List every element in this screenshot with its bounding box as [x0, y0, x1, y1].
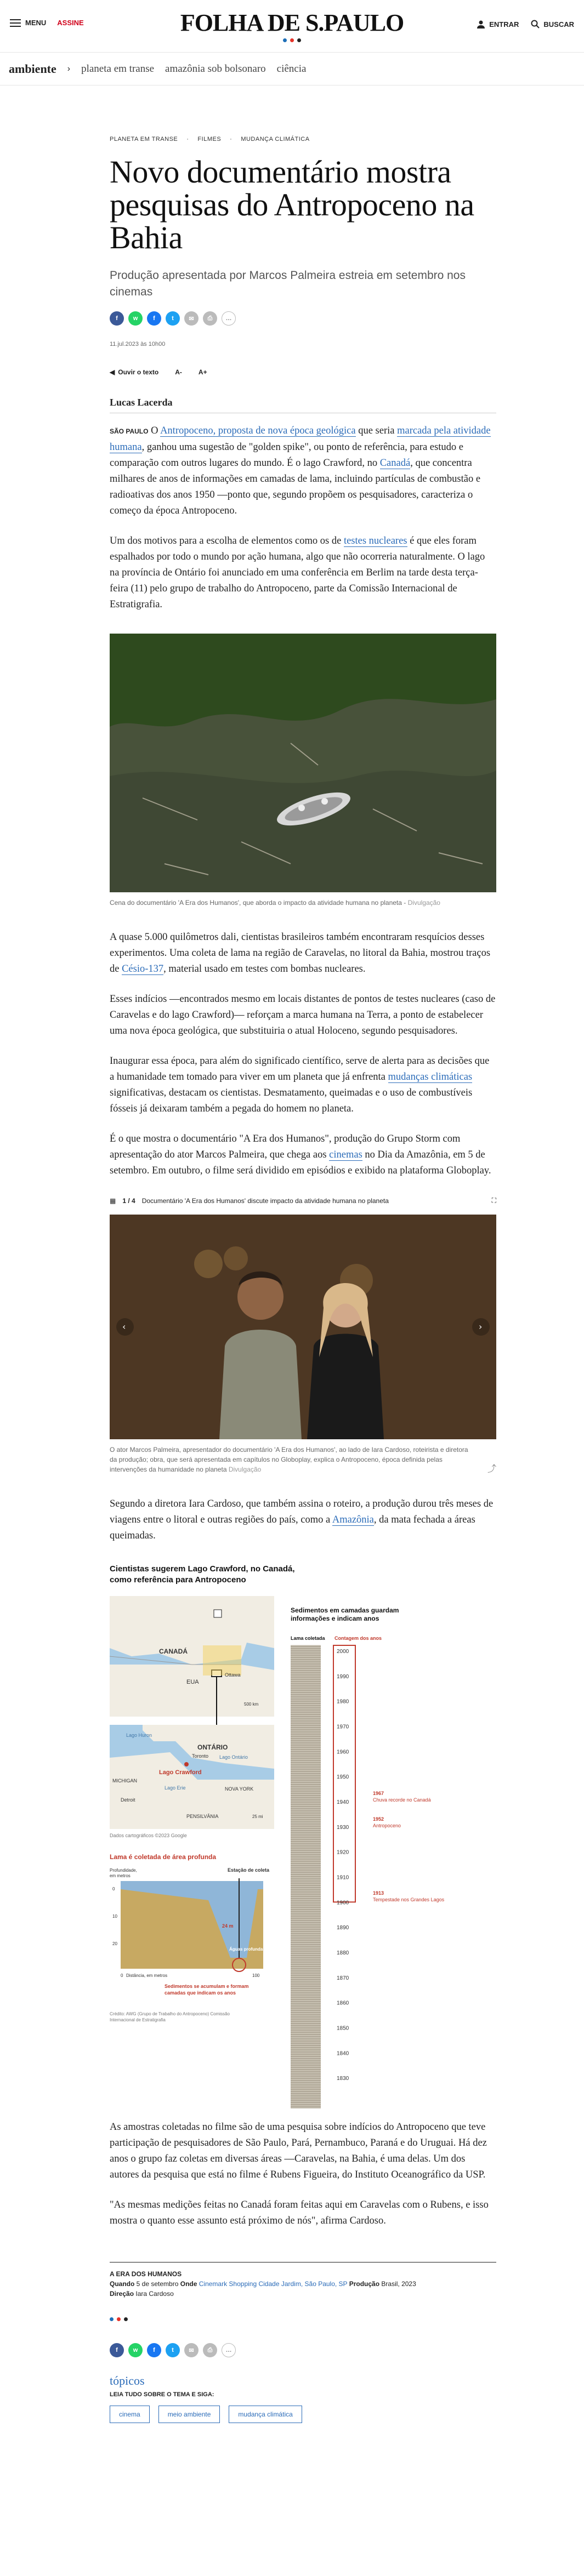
event-1913: 1913 [373, 1890, 384, 1896]
map-label-toronto: Toronto [192, 1753, 209, 1759]
year-label: 1850 [337, 2025, 349, 2032]
map-label-ontario: ONTÁRIO [197, 1743, 228, 1751]
facebook-messenger-icon[interactable]: f [147, 311, 161, 326]
sediment-title-2: informações e indicam anos [291, 1615, 379, 1622]
label: Produção [349, 2280, 380, 2288]
reading-tools [110, 368, 496, 376]
font-increase-button[interactable]: A+ [198, 368, 207, 376]
nav-link-amazonia[interactable]: amazônia sob bolsonaro [165, 62, 266, 75]
more-icon[interactable]: … [222, 2343, 236, 2357]
photo-caption [110, 898, 496, 908]
year-label: 1990 [337, 1673, 349, 1680]
link-amazonia[interactable]: Amazônia [332, 1514, 374, 1525]
text: Um dos motivos para a escolha de elementos como os de [110, 535, 342, 546]
map-label-canada: CANADÁ [159, 1648, 188, 1655]
year-label: 1890 [337, 1925, 349, 1931]
film-info-row [110, 2279, 496, 2289]
chevron-right-icon: › [67, 64, 71, 73]
profile-title: Lama é coletada de área profunda [110, 1853, 217, 1861]
event-1913-text: Tempestade nos Grandes Lagos [373, 1897, 445, 1902]
login-label: ENTRAR [489, 20, 519, 29]
label: Onde [180, 2280, 197, 2288]
section-title[interactable]: ambiente [9, 61, 56, 76]
year-label: 1950 [337, 1774, 349, 1781]
map-label-detroit: Detroit [121, 1797, 135, 1803]
top-bar [0, 0, 584, 53]
photo-credit: Divulgação [228, 1466, 262, 1473]
kicker-item[interactable]: MUDANÇA CLIMÁTICA [241, 136, 310, 143]
gallery-count: 1 / 4 [122, 1196, 135, 1205]
year-label: 2000 [337, 1649, 349, 1655]
paragraph: As amostras coletadas no filme são de uma pesquisa sobre indícios do Antropoceno que teve participação de pesquisadores de São Paulo, Pará, Pernambuco, Paraná e do Uruguai. Há dez anos o grupo faz coletas em diversas áreas —Caravelas, na Bahia, é uma delas. Um dos autores da pesquisa que está no filme é Rubens Figueira, do Instituto Oceanográfico da USP. [110, 2122, 487, 2180]
film-info-row [110, 2289, 496, 2299]
subtitle: Produção apresentada por Marcos Palmeira estreia em setembro nos cinemas [110, 269, 466, 298]
search-icon [531, 20, 540, 29]
profile-station-label: Estação de coleta [228, 1867, 270, 1873]
map-label-lake-crawford: Lago Crawford [159, 1769, 202, 1776]
value: Brasil, 2023 [381, 2280, 416, 2288]
year-label: 1960 [337, 1749, 349, 1756]
speaker-icon: ◀ [110, 368, 115, 376]
twitter-icon[interactable]: t [166, 2343, 180, 2357]
link-antropoceno[interactable]: Antropoceno, proposta de nova época geológica [160, 425, 356, 436]
year-label: 1980 [337, 1699, 349, 1705]
infographic [110, 1560, 496, 2114]
event-1952-text: Antropoceno [373, 1823, 401, 1828]
link-atividade-humana[interactable]: marcada pela atividade humana [110, 425, 491, 453]
gallery-title: Documentário 'A Era dos Humanos' discute impacto da atividade humana no planeta [141, 1196, 389, 1205]
topic-tags [110, 2406, 496, 2423]
more-icon[interactable]: … [222, 311, 236, 326]
map-label-eua: EUA [186, 1679, 199, 1685]
map-label-ny: NOVA YORK [225, 1786, 254, 1792]
year-label: 1840 [337, 2050, 349, 2057]
share-icon[interactable]: ⤴ [487, 1464, 496, 1474]
twitter-icon[interactable]: t [166, 311, 180, 326]
map-scale: 500 km [244, 1702, 259, 1707]
fullscreen-icon[interactable]: ⛶ [491, 1196, 496, 1204]
core-label: Lama coletada [291, 1635, 325, 1641]
logo-dots [0, 38, 584, 42]
text: , material usado em testes com bombas nucleares. [163, 964, 366, 974]
text: no Dia da Amazônia, em 5 de setembro. Em outubro, o filme será dividido em episódios e exibido na plataforma Globoplay. [110, 1149, 491, 1176]
profile-depth-label: Profundidade, [110, 1868, 137, 1873]
listen-label: Ouvir o texto [118, 368, 159, 376]
end-dots [110, 2317, 496, 2321]
infographic-credit-1: Crédito: AWG (Grupo de Trabalho do Antropoceno) Comissão [110, 2011, 230, 2016]
grid-icon[interactable]: ▦ [110, 1196, 116, 1205]
sediment-note-2: camadas que indicam os anos [165, 1990, 236, 1996]
film-info-heading: A ERA DOS HUMANOS [110, 2270, 182, 2278]
print-icon[interactable]: ⎙ [203, 2343, 217, 2357]
year-label: 1830 [337, 2076, 349, 2082]
whatsapp-icon[interactable]: w [128, 311, 143, 326]
search-button[interactable] [531, 20, 574, 29]
gallery-header [110, 1196, 496, 1205]
map-label-erie: Lago Erie [165, 1785, 186, 1791]
infographic-credit-2: Internacional de Estratigrafia [110, 2018, 166, 2022]
year-label: 1860 [337, 2000, 349, 2007]
x-tick: 0 [121, 1973, 123, 1978]
kicker: PLANETA EM TRANSE · FILMES · MUDANÇA CLIMÁTICA [110, 136, 310, 143]
subscribe-link[interactable]: ASSINE [57, 19, 84, 27]
paragraph [110, 930, 496, 977]
x-axis-label: Distância, em metros [126, 1973, 168, 1978]
facebook-icon[interactable]: f [110, 311, 124, 326]
year-label: 1920 [337, 1849, 349, 1856]
core-years [333, 1645, 355, 2082]
photo-river-image [110, 634, 496, 892]
map-label-penn: PENSILVÂNIA [186, 1814, 219, 1819]
whatsapp-icon[interactable]: w [128, 2343, 143, 2357]
year-label: 1900 [337, 1900, 349, 1906]
text: O [151, 425, 158, 436]
core-stripes [291, 1645, 321, 2108]
gallery-photo[interactable] [110, 1215, 496, 1439]
nav-link-ciencia[interactable]: ciência [276, 62, 307, 75]
share-bar-bottom [110, 2343, 496, 2357]
profile-depth-value: 24 m [222, 1923, 234, 1929]
photo-caption [110, 1445, 496, 1474]
photo-credit: Divulgação [407, 899, 440, 907]
text: Inaugurar essa época, para além do significado científico, serve de alerta para as decisões que a humanidade tem tomado para viver em um planeta que já enfrenta [110, 1056, 490, 1082]
link-canada[interactable]: Canadá [379, 458, 411, 469]
user-icon [477, 20, 485, 29]
year-count-band [333, 1645, 355, 1902]
login-button[interactable] [477, 20, 519, 29]
text: A quase 5.000 quilômetros dali, cientistas brasileiros também encontraram resquícios desses experimentos. Uma coleta de lama na região de Caravelas, no litoral da Bahia, mostrou traços de [110, 932, 491, 974]
tag-cinema[interactable]: cinema [110, 2406, 150, 2423]
search-label: BUSCAR [543, 20, 574, 29]
sediment-title-1: Sedimentos em camadas guardam [291, 1606, 399, 1614]
paragraph [110, 1131, 496, 1179]
map-label-huron: Lago Huron [126, 1732, 152, 1738]
event-1967-text: Chuva recorde no Canadá [373, 1797, 431, 1803]
event-1967: 1967 [373, 1791, 384, 1796]
section-nav [0, 53, 584, 86]
sediment-note-1: Sedimentos se acumulam e formam [165, 1984, 249, 1989]
font-decrease-button[interactable]: A- [175, 368, 182, 376]
paragraph: Esses indícios —encontrados mesmo em locais distantes de pontos de testes nucleares (caso de Caravelas e do lago Crawford)— reforçam a marca humana na Terra, a ponto de estabelecer uma nova época geológica, que substituiria o atual Holoceno, segundo pesquisadores. [110, 994, 496, 1036]
year-label: 1880 [337, 1950, 349, 1956]
map-scale-2: 25 mi [252, 1814, 263, 1819]
text: que seria [358, 425, 395, 436]
profile-depth-label2: em metros [110, 1873, 131, 1878]
map-label-ontario-lake: Lago Ontário [219, 1754, 248, 1760]
text: , que concentra milhares de anos de informações em camadas de lama, incluindo partículas de combustão e radioativas dos anos 1950 —ponto que, segundo propõem os pesquisadores, caracteriza o começo da época Antropoceno. [110, 458, 481, 516]
kicker-item[interactable]: PLANETA EM TRANSE [110, 136, 178, 143]
headline: Novo documentário mostra pesquisas do Antropoceno na Bahia [110, 154, 474, 255]
sediment-core [291, 1645, 321, 2108]
article [110, 136, 496, 2423]
y-tick: 10 [112, 1914, 117, 1919]
caption-text: O ator Marcos Palmeira, apresentador do documentário 'A Era dos Humanos', ao lado de Iara Cardoso, roteirista e diretora da produção; obra, que será apresentada em capítulos no Globoplay, explica o Antropoceno, época definida pelas intervenções da humanidade no planeta [110, 1446, 468, 1473]
topics-title: tópicos [110, 2374, 145, 2387]
year-label: 1870 [337, 1975, 349, 1981]
map-label-ottawa: Ottawa [225, 1672, 241, 1678]
paragraph [110, 1053, 496, 1117]
count-label: Contagem dos anos [334, 1635, 382, 1641]
y-tick: 0 [112, 1887, 115, 1891]
text: , ganhou uma sugestão de "golden spike", ou ponto de referência, para estudo e comparação com outros lugares do mundo. É o lago Crawford, no [110, 442, 463, 469]
facebook-messenger-icon[interactable]: f [147, 2343, 161, 2357]
link-cesio[interactable]: Césio-137 [122, 964, 164, 974]
tag-mudanca-climatica[interactable]: mudança climática [229, 2406, 302, 2423]
paragraph: "As mesmas medições feitas no Canadá foram feitas aqui em Caravelas com o Rubens, e isso mostra o quanto esse assunto está próximo de nós", afirma Cardoso. [110, 2199, 489, 2226]
caption-text-block [110, 1445, 477, 1474]
print-icon[interactable]: ⎙ [203, 311, 217, 326]
dateline: SÃO PAULO [110, 428, 149, 435]
author-name[interactable]: Lucas Lacerda [110, 397, 173, 408]
y-tick: 20 [112, 1941, 117, 1946]
infographic-title-line2: como referência para Antropoceno [110, 1575, 246, 1585]
profile-water-label: Águas profundas [229, 1947, 265, 1952]
text: É o que mostra o documentário "A Era dos Humanos", produção do Grupo Storm com apresentação do ator Marcos Palmeira, que chega aos [110, 1133, 461, 1160]
text: , da mata fechada a áreas queimadas. [110, 1514, 475, 1541]
year-label: 1940 [337, 1799, 349, 1805]
film-info [110, 2262, 496, 2299]
tag-meio-ambiente[interactable]: meio ambiente [158, 2406, 220, 2423]
gallery-photo-image [110, 1215, 496, 1439]
year-label: 1910 [337, 1874, 349, 1881]
publish-date: 11.jul.2023 às 10h00 [110, 341, 166, 347]
chevron-left-icon: ‹ [122, 1321, 126, 1332]
paragraph [110, 1496, 496, 1544]
menu-label: MENU [25, 19, 47, 27]
event-1952: 1952 [373, 1816, 384, 1822]
value: 5 de setembro [136, 2280, 179, 2288]
caption-text: Cena do documentário 'A Era dos Humanos', que aborda o impacto da atividade humana no planeta - [110, 899, 406, 907]
text: é que eles foram espalhados por todo o mundo por ação humana, algo que não ocorreria naturalmente. O lago na província de Ontário foi anunciado em uma conferência em Berlim na tarde desta terça-feira (11) pelo grupo de trabalho do Antropoceno, parte da Comissão Internacional de Estratigrafia. [110, 535, 485, 610]
year-label: 1970 [337, 1724, 349, 1730]
email-icon[interactable]: ✉ [184, 2343, 199, 2357]
photo-river[interactable] [110, 634, 496, 892]
kicker-item[interactable]: FILMES [197, 136, 222, 143]
x-tick: 100 [252, 1973, 260, 1978]
year-label: 1930 [337, 1824, 349, 1831]
nav-link-planeta[interactable]: planeta em transe [81, 62, 155, 75]
chevron-right-icon: › [479, 1321, 483, 1332]
text: significativas, destacam os cientistas. Desmatamento, queimadas e o uso de combustíveis fósseis já deixaram também a pegada do homem no planeta. [110, 1087, 473, 1114]
facebook-icon[interactable]: f [110, 2343, 124, 2357]
link-mudancas-climaticas[interactable]: mudanças climáticas [388, 1072, 473, 1082]
topics-subtitle: LEIA TUDO SOBRE O TEMA E SIGA: [110, 2391, 214, 2398]
label: Direção [110, 2290, 134, 2298]
map-data-credit: Dados cartográficos ©2023 Google [110, 1833, 187, 1838]
email-icon[interactable]: ✉ [184, 311, 199, 326]
value: Cinemark Shopping Cidade Jardim, São Paulo, SP [199, 2280, 348, 2288]
infographic-title-line1: Cientistas sugerem Lago Crawford, no Canadá, [110, 1564, 295, 1574]
share-bar [110, 311, 496, 326]
site-logo[interactable]: FOLHA DE S.PAULO [180, 9, 404, 36]
link-cinemas[interactable]: cinemas [329, 1149, 362, 1160]
link-testes-nucleares[interactable]: testes nucleares [343, 535, 407, 546]
text: Segundo a diretora Iara Cardoso, que também assina o roteiro, a produção durou três meses de viagens entre o litoral e outras regiões do país, como a [110, 1498, 494, 1525]
listen-button[interactable] [110, 368, 158, 376]
paragraph [110, 423, 496, 519]
infographic-graphic [110, 1560, 496, 2114]
map-label-michigan: MICHIGAN [112, 1778, 137, 1783]
label: Quando [110, 2280, 135, 2288]
value: Iara Cardoso [135, 2290, 174, 2298]
paragraph [110, 533, 496, 613]
